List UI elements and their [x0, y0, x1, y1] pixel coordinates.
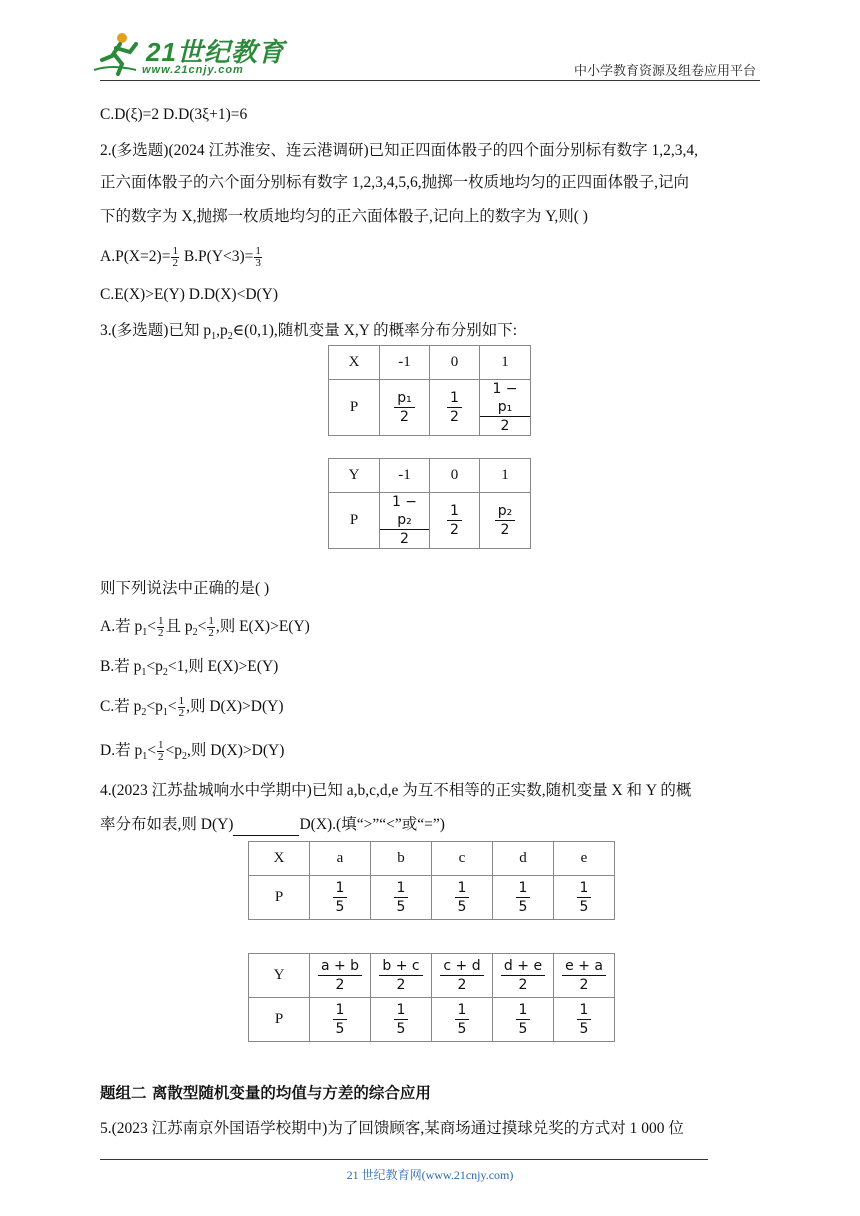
- q3-table-x: [328, 345, 531, 436]
- table-cell: $\frac{1}{5}$: [310, 876, 371, 920]
- q2-line-3: 下的数字为 X,抛掷一枚质地均匀的正六面体骰子,记向上的数字为 Y,则( ): [100, 208, 588, 225]
- q3-table-y: [328, 458, 531, 549]
- q4-line-1: 4.(2023 江苏盐城响水中学期中)已知 a,b,c,d,e 为互不相等的正实数,随机变量 X 和 Y 的概: [100, 782, 692, 799]
- table-cell: $\frac{1}{5}$: [432, 876, 493, 920]
- table-cell: 0: [430, 346, 480, 380]
- q2-options-cd: C.E(X)>E(Y) D.D(X)<D(Y): [100, 286, 279, 303]
- logo: [92, 30, 285, 82]
- table-cell: -1: [380, 459, 430, 493]
- table-cell: -1: [380, 346, 430, 380]
- page-header: [0, 0, 860, 90]
- footer-divider: [100, 1159, 708, 1160]
- q2-options-ab: [100, 246, 263, 269]
- table-header-cell: Y: [329, 459, 380, 493]
- table-cell: $\frac{c + d}{2}$: [432, 954, 493, 998]
- table-cell: e: [554, 842, 615, 876]
- table-cell: $\frac{1}{5}$: [371, 876, 432, 920]
- table-cell: $\frac{1}{5}$: [493, 876, 554, 920]
- q3-ask: 则下列说法中正确的是( ): [100, 580, 270, 597]
- platform-name: 中小学教育资源及组卷应用平台: [573, 64, 756, 79]
- q4-table-x: [248, 841, 615, 920]
- fraction: $\frac{1}{3}$: [255, 245, 261, 269]
- table-cell: d: [493, 842, 554, 876]
- q3-option-c: C.若 $p_2<p_1<$ $\frac{1}{2}$ ,则 D(X)>D(Y): [100, 695, 284, 719]
- runner-logo-icon: [92, 30, 144, 78]
- table-cell: $\frac{1}{5}$: [432, 998, 493, 1042]
- table-header-cell: X: [249, 842, 310, 876]
- answer-blank[interactable]: [233, 821, 299, 836]
- table-cell: a: [310, 842, 371, 876]
- q3-option-d: D.若 $p_1<$ $\frac{1}{2}$ $<p_2$,则 D(X)>D(Y): [100, 739, 285, 763]
- q2-line-2: 正六面体骰子的六个面分别标有数字 1,2,3,4,5,6,抛掷一枚质地均匀的正四面体骰子,记向: [100, 174, 690, 191]
- table-header-cell: P: [249, 876, 310, 920]
- table-cell: $\frac{b + c}{2}$: [371, 954, 432, 998]
- table-cell: $\frac{a + b}{2}$: [310, 954, 371, 998]
- table-cell: $\frac{1}{5}$: [554, 998, 615, 1042]
- table-cell: $\frac{\text{1 − p₂}}{2}$: [380, 493, 430, 549]
- table-cell: b: [371, 842, 432, 876]
- table-header-cell: P: [329, 380, 380, 436]
- table-cell: $\frac{\text{1 − p₁}}{2}$: [480, 380, 531, 436]
- table-cell: $\frac{1}{5}$: [371, 998, 432, 1042]
- table-cell: $\frac{\text{p₁}}{2}$: [380, 380, 430, 436]
- q4-line-2: 率分布如表,则 D(Y) D(X).(填“>”“<”或“=”): [100, 814, 445, 836]
- table-header-cell: P: [329, 493, 380, 549]
- logo-url: www.21cnjy.com: [142, 64, 244, 76]
- table-header-cell: Y: [249, 954, 310, 998]
- section-heading: 题组二 离散型随机变量的均值与方差的综合应用: [100, 1084, 431, 1102]
- table-cell: $\frac{e + a}{2}$: [554, 954, 615, 998]
- header-divider: [100, 80, 760, 81]
- q3-stem: 3.(多选题)已知 $p_1,p_2\in(0,1)$,随机变量 X,Y 的概率分布分别如下:: [100, 322, 517, 343]
- table-cell: $\frac{1}{5}$: [310, 998, 371, 1042]
- table-cell: 1: [480, 346, 531, 380]
- q2-option-b: B.P(Y<3)=: [179, 248, 254, 266]
- q4-table-y: [248, 953, 615, 1042]
- table-cell: c: [432, 842, 493, 876]
- q5-line-1: 5.(2023 江苏南京外国语学校期中)为了回馈顾客,某商场通过摸球兑奖的方式对 1 000 位: [100, 1120, 684, 1137]
- q3-option-a: A.若 $p_1<$ $\frac{1}{2}$ 且 $p_2<$ $\frac{1}{2}$ ,则 E(X)>E(Y): [100, 615, 310, 639]
- table-cell: $\frac{1}{2}$: [430, 493, 480, 549]
- table-cell: 1: [480, 459, 531, 493]
- q2-line-1: 2.(多选题)(2024 江苏淮安、连云港调研)已知正四面体骰子的四个面分别标有数字 1,2,3,4,: [100, 142, 699, 159]
- table-cell: $\frac{d + e}{2}$: [493, 954, 554, 998]
- fraction: $\frac{1}{2}$: [172, 245, 178, 269]
- table-cell: $\frac{1}{5}$: [554, 876, 615, 920]
- table-cell: $\frac{1}{5}$: [493, 998, 554, 1042]
- q3-option-b: B.若 $p_1<p_2<1$,则 E(X)>E(Y): [100, 658, 279, 679]
- logo-text: 21世纪教育: [146, 37, 285, 67]
- table-cell: 0: [430, 459, 480, 493]
- table-header-cell: X: [329, 346, 380, 380]
- table-header-cell: P: [249, 998, 310, 1042]
- q1-options-cd: C.D(ξ)=2 D.D(3ξ+1)=6: [100, 106, 248, 123]
- q2-option-a: A.P(X=2)=: [100, 248, 171, 266]
- table-cell: $\frac{\text{p₂}}{2}$: [480, 493, 531, 549]
- page-footer: 21 世纪教育网(www.21cnjy.com): [346, 1168, 514, 1182]
- table-cell: $\frac{1}{2}$: [430, 380, 480, 436]
